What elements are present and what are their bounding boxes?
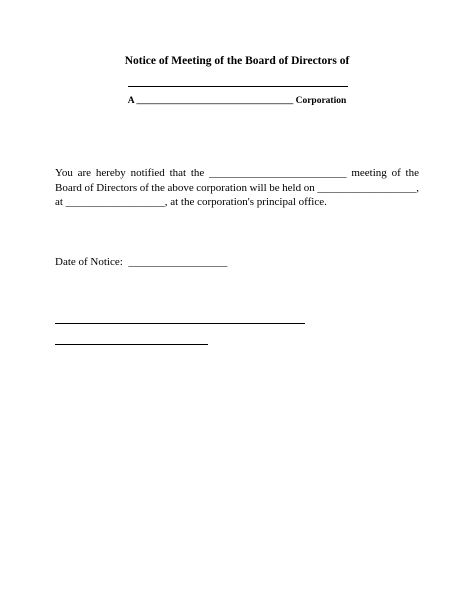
word: of — [139, 181, 149, 194]
word: held — [282, 181, 302, 194]
word: the — [151, 181, 165, 194]
word: of — [391, 167, 401, 179]
date-of-notice-label: Date of Notice: — [55, 256, 123, 268]
signer-title-line — [55, 344, 208, 345]
document-title: Notice of Meeting of the Board of Directors of — [124, 55, 350, 67]
word: meeting — [351, 167, 387, 179]
paragraph-line-1 — [55, 166, 419, 181]
corporation-prefix: A — [127, 96, 135, 106]
word: notified — [130, 167, 165, 179]
word: corporation — [196, 181, 247, 194]
paragraph-line-3 — [55, 195, 419, 210]
paragraph-line-2 — [55, 181, 419, 196]
word: Board — [55, 181, 82, 194]
meeting-date-blank: __________________, — [317, 181, 419, 194]
corporation-suffix: Corporation — [295, 96, 347, 106]
word: that — [169, 167, 187, 179]
word: You — [55, 167, 73, 179]
date-of-notice-blank: __________________ — [128, 256, 228, 268]
word: will — [249, 181, 267, 194]
word: at — [55, 196, 63, 208]
word: on — [303, 181, 315, 194]
date-of-notice — [55, 255, 227, 269]
word: the — [190, 167, 205, 179]
word: hereby — [95, 167, 126, 179]
notice-paragraph — [55, 166, 419, 210]
word: of — [84, 181, 94, 194]
meeting-type-blank: _________________________ — [209, 167, 347, 179]
word: are — [77, 167, 92, 179]
word: the — [405, 167, 419, 179]
signature-line — [55, 323, 305, 324]
word: at the corporation's principal office. — [170, 196, 327, 208]
title-blank-line — [128, 86, 348, 87]
corporation-line — [0, 94, 474, 108]
word: above — [167, 181, 194, 194]
corporation-name-blank: _________________________________ — [136, 96, 294, 106]
word: be — [269, 181, 280, 194]
word: Directors — [96, 181, 138, 194]
meeting-time-blank: __________________, — [65, 196, 168, 208]
